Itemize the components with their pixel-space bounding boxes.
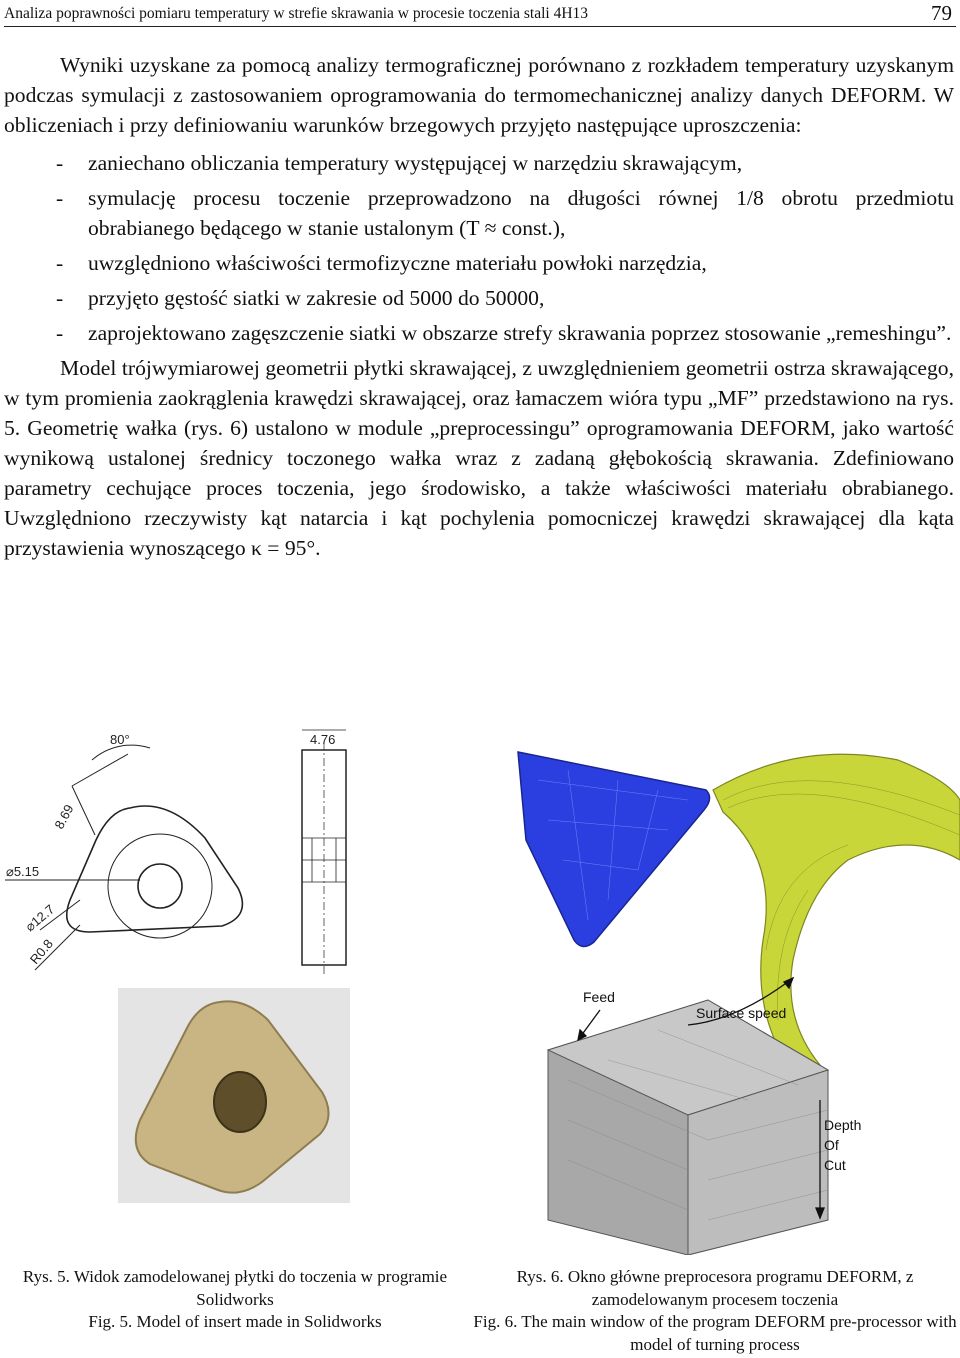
label-of: Of — [824, 1137, 839, 1153]
list-item — [4, 283, 954, 313]
dim-thickness: 4.76 — [310, 732, 336, 747]
figure-6-caption — [470, 1266, 960, 1356]
caption-en: Fig. 6. The main window of the program DEFORM pre-processor with model of turning process — [473, 1312, 957, 1354]
paragraph-1: Wyniki uzyskane za pomocą analizy termograficznej porównano z rozkładem temperatury uzyskanym podczas symulacji z zastosowaniem oprogramowania do termomechanicznej analizy danych DEFORM. W obliczeniach i przy definiowaniu warunków brzegowych przyjęto następujące uproszczenia: — [4, 53, 954, 137]
dim-inscribed: ⌀12.7 — [22, 901, 58, 935]
page-number: 79 — [931, 1, 952, 25]
inscribed-circle — [108, 834, 212, 938]
insert-outline — [67, 806, 243, 932]
simplifications-list — [4, 148, 954, 348]
dim-hole: ⌀5.15 — [6, 864, 40, 879]
insert-drawing — [0, 720, 470, 1220]
deform-model — [508, 720, 960, 1255]
list-dash: - — [56, 186, 64, 210]
list-item — [4, 248, 954, 278]
caption-en: Fig. 5. Model of insert made in Solidworks — [88, 1312, 382, 1331]
figure-5-caption — [0, 1266, 470, 1334]
dim-side: 8.69 — [51, 802, 77, 832]
caption-pl: Rys. 6. Okno główne preprocesora programu DEFORM, z zamodelowanym procesem toczenia — [516, 1267, 914, 1309]
list-item — [4, 318, 954, 348]
dim-radius: R0.8 — [26, 936, 56, 967]
list-item-text: zaniechano obliczania temperatury występującej w narzędziu skrawającym, — [88, 151, 743, 175]
list-item-text: symulację procesu toczenie przeprowadzono na długości równej 1/8 obrotu przedmiotu obrabianego będącego w stanie ustalonym (T ≈ const.), — [88, 186, 954, 240]
caption-pl: Rys. 5. Widok zamodelowanej płytki do toczenia w programie Solidworks — [22, 1267, 448, 1309]
list-item — [4, 148, 954, 178]
list-dash: - — [56, 286, 64, 310]
figure-5 — [0, 720, 470, 1220]
dim-angle: 80° — [110, 732, 130, 747]
center-hole — [138, 864, 182, 908]
list-dash: - — [56, 321, 64, 345]
insert-top-view — [67, 806, 243, 938]
header-title: Analiza poprawności pomiaru temperatury w strefie skrawania w procesie toczenia stali 4H13 — [4, 5, 589, 22]
dimension-lines — [5, 745, 150, 970]
paragraph-2: Model trójwymiarowej geometrii płytki skrawającej, z uwzględnieniem geometrii ostrza skrawającego, w tym promienia zaokrąglenia krawędzi skrawającej, oraz łamaczem wióra typu „MF” przedstawiono na rys. 5. Geometrię wałka (rys. 6) ustalono w module „preprocessingu” oprogramowania DEFORM, jako wartość wynikową ustalonej średnicy toczonego wałka wraz z zadaną głębokością skrawania. Zdefiniowano parametry cechujące proces toczenia, jego środowisko, a także właściwości materiału obrabianego. Uwzględniono rzeczywisty kąt natarcia i kąt pochylenia pomocniczej krawędzi skrawającej dla kąta przystawienia wynoszącego κ = 95°. — [4, 356, 954, 560]
list-item-text: przyjęto gęstość siatki w zakresie od 5000 do 50000, — [88, 286, 545, 310]
body-text — [4, 50, 954, 563]
label-cut: Cut — [824, 1157, 846, 1173]
insert-side-view — [302, 730, 346, 975]
list-dash: - — [56, 251, 64, 275]
list-item-text: zaprojektowano zagęszczenie siatki w obszarze strefy skrawania poprzez stosowanie „remeshingu”. — [88, 321, 952, 345]
label-surface-speed: Surface speed — [696, 1005, 787, 1021]
insert-3d-hole — [214, 1072, 266, 1132]
list-item — [4, 183, 954, 243]
figure-6 — [508, 720, 960, 1255]
label-feed: Feed — [583, 989, 615, 1005]
running-header — [4, 0, 956, 27]
list-item-text: uwzględniono właściwości termofizyczne materiału powłoki narzędzia, — [88, 251, 707, 275]
list-dash: - — [56, 151, 64, 175]
label-depth: Depth — [824, 1117, 862, 1133]
